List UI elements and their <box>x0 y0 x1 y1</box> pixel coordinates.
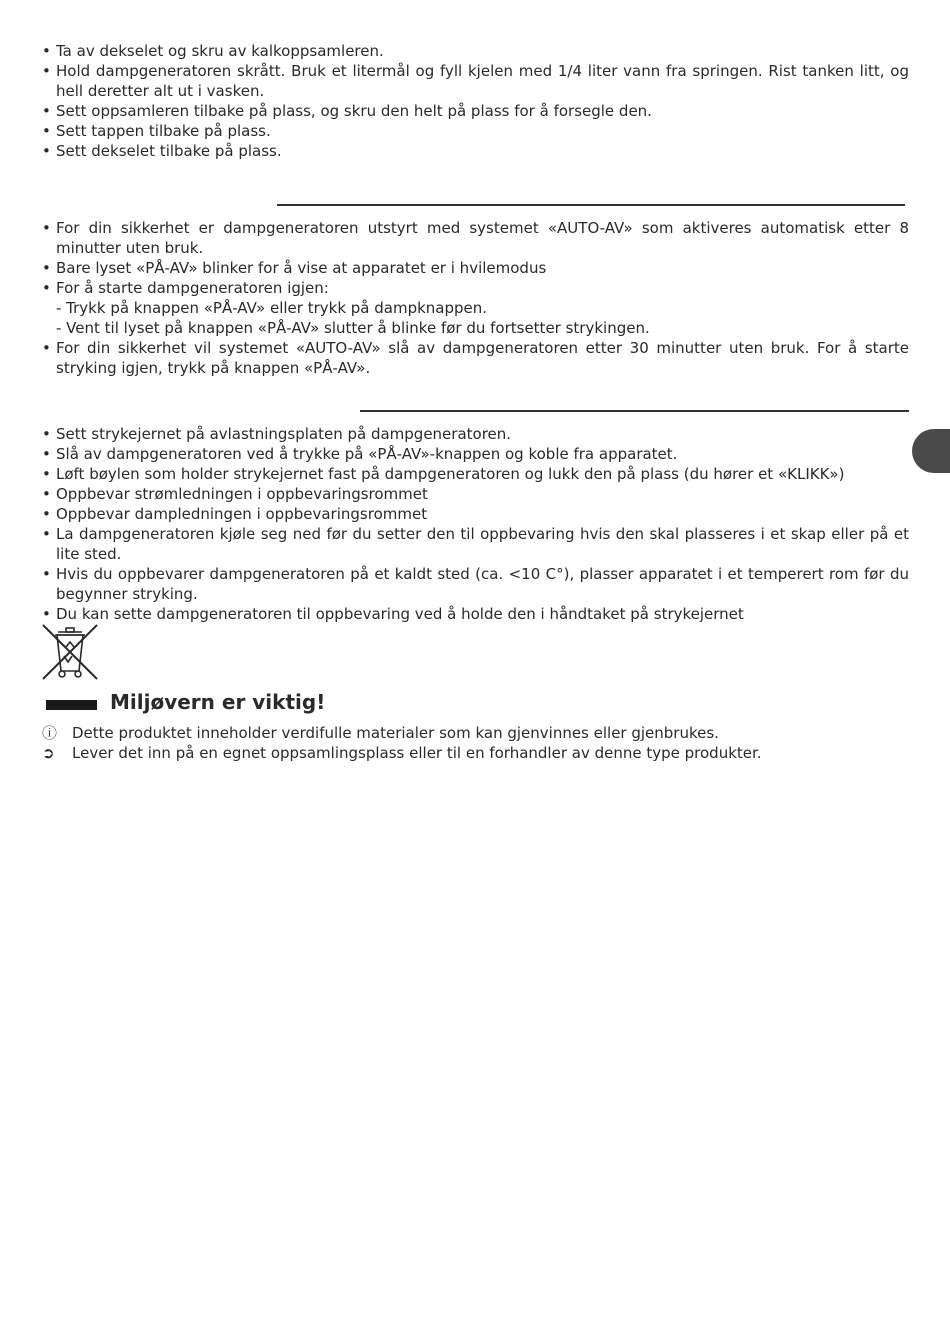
crossed-out-wheelie-bin-icon <box>40 622 100 682</box>
bullet-icon: • <box>42 142 51 160</box>
list-item: • Ta av dekselet og skru av kalkoppsamleren. <box>42 42 384 60</box>
bullet-icon: • <box>42 465 51 483</box>
bullet-icon: • <box>42 339 51 357</box>
info-circle-icon: ⓘ <box>42 724 58 742</box>
arrow-right-icon: ➲ <box>42 744 55 762</box>
descaling-steps-list <box>42 41 909 161</box>
bullet-icon: • <box>42 62 51 80</box>
heading-bar <box>46 700 97 710</box>
list-item: • Oppbevar strømledningen i oppbevaringsrommet <box>42 485 428 503</box>
sub-item: - Vent til lyset på knappen «PÅ-AV» slutter å blinke før du fortsetter strykingen. <box>56 319 650 337</box>
bullet-icon: • <box>42 122 51 140</box>
list-item: • Sett tappen tilbake på plass. <box>42 122 271 140</box>
environment-note: ⓘ Dette produktet inneholder verdifulle materialer som kan gjenvinnes eller gjenbrukes. <box>42 724 719 742</box>
bullet-icon: • <box>42 219 51 237</box>
section-divider <box>360 410 909 412</box>
environment-note: ➲ Lever det inn på en egnet oppsamlingsplass eller til en forhandler av denne type produkter. <box>42 744 762 762</box>
environment-notes <box>42 723 922 763</box>
bullet-icon: • <box>42 42 51 60</box>
list-item: • For din sikkerhet er dampgeneratoren utstyrt med systemet «AUTO-AV» som aktiveres automatisk etter 8 minutter uten bruk. <box>42 219 909 257</box>
environment-heading: Miljøvern er viktig! <box>110 690 326 714</box>
list-item: • Sett strykejernet på avlastningsplaten på dampgeneratoren. <box>42 425 512 443</box>
bullet-icon: • <box>42 505 51 523</box>
list-item: • Sett dekselet tilbake på plass. <box>42 142 282 160</box>
list-item: • Bare lyset «PÅ-AV» blinker for å vise at apparatet er i hvilemodus <box>42 259 547 277</box>
bullet-icon: • <box>42 279 51 297</box>
list-item: • Hvis du oppbevarer dampgeneratoren på et kaldt sted (ca. <10 C°), plasser apparatet i et temperert rom før du begynner stryking. <box>42 565 909 603</box>
list-item: • Løft bøylen som holder strykejernet fast på dampgeneratoren og lukk den på plass (du hører et «KLIKK») <box>42 465 845 483</box>
list-item: • For å starte dampgeneratoren igjen: - Trykk på knappen «PÅ-AV» eller trykk på dampknappen. - Vent til lyset på knappen «PÅ-AV» slutter å blinke før du fortsetter strykingen. <box>42 278 909 338</box>
sub-item: - Trykk på knappen «PÅ-AV» eller trykk på dampknappen. <box>56 299 488 317</box>
page-side-tab <box>912 429 950 473</box>
bullet-icon: • <box>42 565 51 583</box>
auto-off-list <box>42 218 909 378</box>
bullet-icon: • <box>42 102 51 120</box>
bullet-icon: • <box>42 259 51 277</box>
list-item: • Sett oppsamleren tilbake på plass, og skru den helt på plass for å forsegle den. <box>42 102 652 120</box>
list-item: • La dampgeneratoren kjøle seg ned før du setter den til oppbevaring hvis den skal plasseres i et skap eller på et lite sted. <box>42 525 909 563</box>
section-divider <box>277 204 905 206</box>
bullet-icon: • <box>42 425 51 443</box>
list-item: • For din sikkerhet vil systemet «AUTO-AV» slå av dampgeneratoren etter 30 minutter uten bruk. For å starte stryking igjen, trykk på knappen «PÅ-AV». <box>42 339 909 377</box>
storage-list <box>42 424 909 624</box>
list-item: • Oppbevar dampledningen i oppbevaringsrommet <box>42 505 428 523</box>
list-item: • Hold dampgeneratoren skrått. Bruk et litermål og fyll kjelen med 1/4 liter vann fra springen. Rist tanken litt, og hell deretter alt ut i vasken. <box>42 62 909 100</box>
bullet-icon: • <box>42 445 51 463</box>
list-item: • Slå av dampgeneratoren ved å trykke på «PÅ-AV»-knappen og koble fra apparatet. <box>42 445 678 463</box>
bullet-icon: • <box>42 485 51 503</box>
bullet-icon: • <box>42 525 51 543</box>
bullet-icon: • <box>42 605 51 623</box>
list-item: • Du kan sette dampgeneratoren til oppbevaring ved å holde den i håndtaket på strykejernet <box>42 605 744 623</box>
